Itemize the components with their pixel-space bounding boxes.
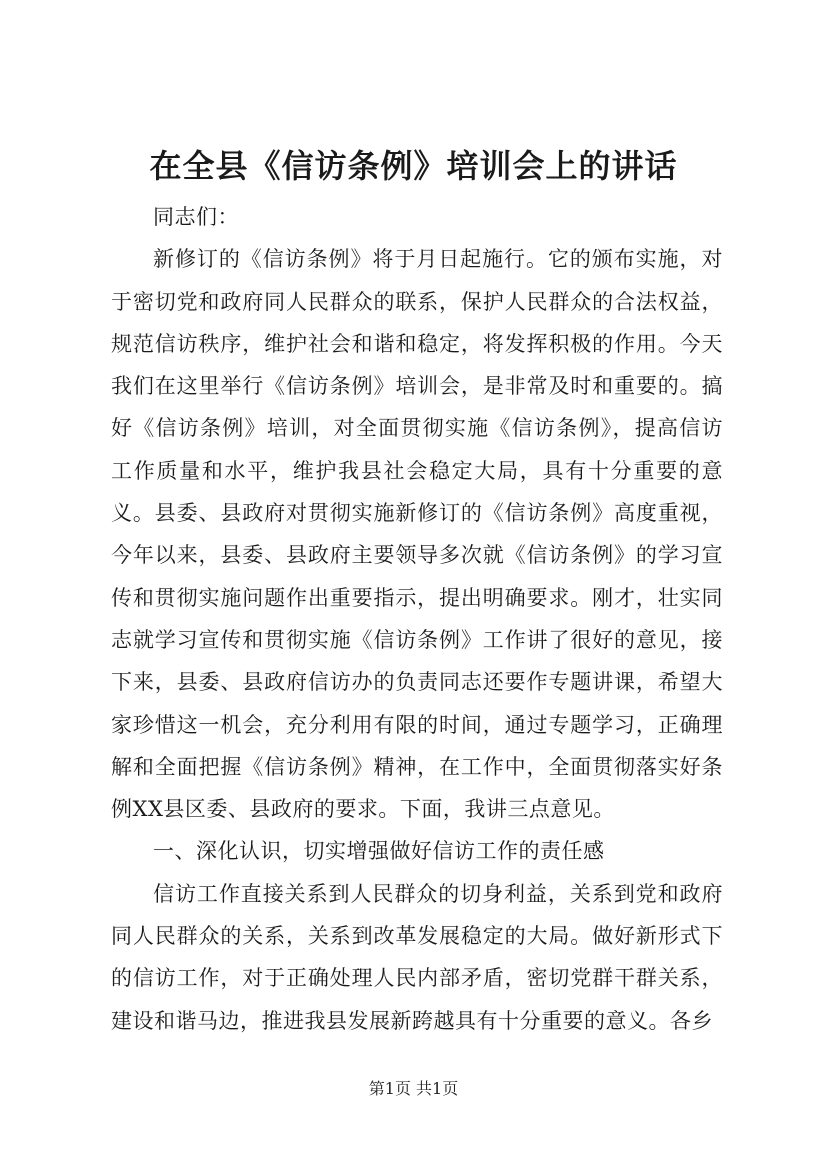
document-title: 在全县《信访条例》培训会上的讲话 [149,147,678,185]
page-footer: 第1页 共1页 [368,1079,459,1098]
body-paragraph: 信访工作直接关系到人民群众的切身利益，关系到党和政府同人民群众的关系，关系到改革发展稳定的大局。做好新形式下的信访工作，对于正确处理人民内部矛盾，密切党群干群关系，建设和谐马边，推进我县发展新跨越具有十分重要的意义。各乡 [111,881,723,1033]
document-body [111,196,723,1042]
salutation: 同志们： [153,205,239,229]
section-heading: 一、深化认识，切实增强做好信访工作的责任感 [153,839,605,864]
body-paragraph: 新修订的《信访条例》将于月日起施行。它的颁布实施，对于密切党和政府同人民群众的联系，保护人民群众的合法权益，规范信访秩序，维护社会和谐和稳定，将发挥积极的作用。今天我们在这里举行《信访条例》培训会，是非常及时和重要的。搞好《信访条例》培训，对全面贯彻实施《信访条例》，提高信访工作质量和水平，维护我县社会稳定大局，具有十分重要的意义。县委、县政府对贯彻实施新修订的《信访条例》高度重视，今年以来，县委、县政府主要领导多次就《信访条例》的学习宣传和贯彻实施问题作出重要指示，提出明确要求。刚才，壮实同志就学习宣传和贯彻实施《信访条例》工作讲了很好的意见，接下来，县委、县政府信访办的负责同志还要作专题讲课，希望大家珍惜这一机会，充分利用有限的时间，通过专题学习，正确理解和全面把握《信访条例》精神，在工作中，全面贯彻落实好条例XX县区委、县政府的要求。下面，我讲三点意见。 [111,247,723,822]
